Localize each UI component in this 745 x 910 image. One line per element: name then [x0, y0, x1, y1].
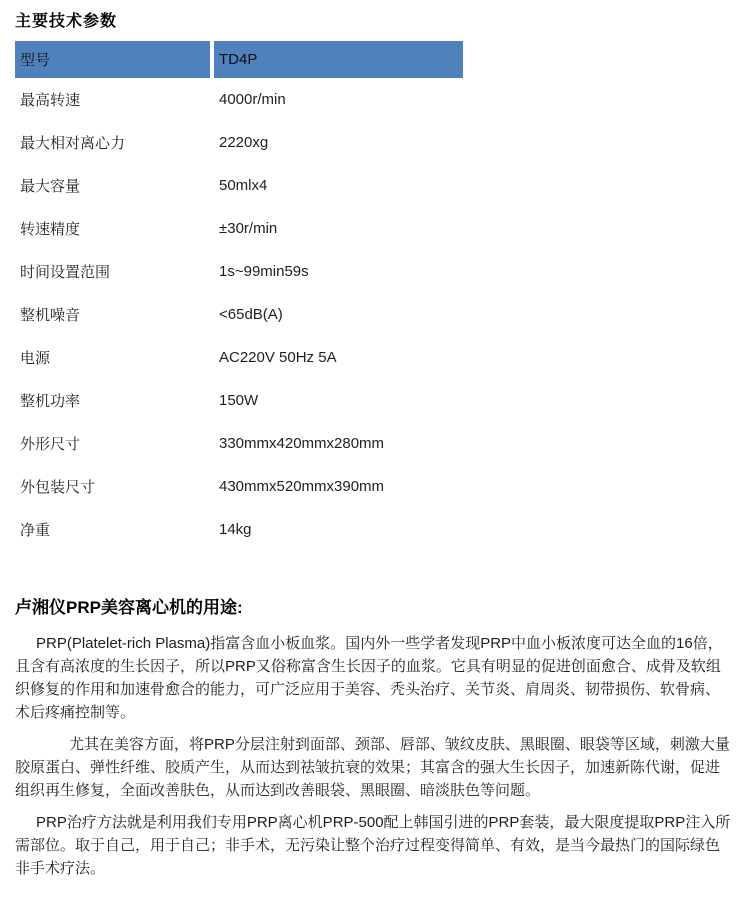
spec-label-cell: 转速精度	[20, 221, 81, 238]
specs-table	[15, 41, 463, 551]
spec-label-cell: 整机噪音	[20, 307, 81, 324]
spec-value-cell: <65dB(A)	[219, 306, 283, 323]
page-title: 主要技术参数	[15, 13, 118, 30]
table-row	[15, 336, 463, 379]
spec-label-cell: 整机功率	[20, 393, 81, 410]
spec-value-cell: 150W	[219, 392, 259, 409]
table-row	[15, 465, 463, 508]
specs-table-body	[15, 78, 463, 551]
table-row	[15, 78, 463, 121]
spec-value-cell: 50mlx4	[219, 177, 268, 194]
spec-label-cell: 最高转速	[20, 92, 81, 109]
spec-label-cell: 外形尺寸	[20, 436, 81, 453]
usage-section-heading: 卢湘仪PRP美容离心机的用途:	[15, 598, 243, 617]
spec-value-cell: 1s~99min59s	[219, 263, 309, 280]
table-row	[15, 164, 463, 207]
spec-value-cell: ±30r/min	[219, 220, 278, 237]
spec-value-cell: 330mmx420mmx280mm	[219, 435, 385, 452]
usage-paragraph-2: 尤其在美容方面，将PRP分层注射到面部、颈部、唇部、皱纹皮肤、黑眼圈、眼袋等区域，刺激大量胶原蛋白、弹性纤维、胶质产生，从而达到祛皱抗衰的效果；其富含的强大生长因子，加速新陈代谢，促进组织再生修复，全面改善肤色，从而达到改善眼袋、黑眼圈、暗淡肤色等问题。	[15, 736, 730, 799]
table-row	[15, 379, 463, 422]
header-model-label-cell: 型号	[15, 41, 210, 78]
usage-paragraph-3: PRP治疗方法就是利用我们专用PRP离心机PRP-500配上韩国引进的PRP套装，最大限度提取PRP注入所需部位。取于自己，用于自己；非手术，无污染让整个治疗过程变得简单、有效，是当今最热门的国际绿色非手术疗法。	[15, 814, 731, 877]
spec-label-cell: 最大相对离心力	[20, 135, 126, 152]
table-row	[15, 250, 463, 293]
spec-label-cell: 外包装尺寸	[20, 479, 96, 496]
specs-table-head	[15, 41, 463, 78]
table-row	[15, 508, 463, 551]
spec-value-cell: 2220xg	[219, 134, 269, 151]
table-row	[15, 293, 463, 336]
spec-label-cell: 电源	[20, 350, 51, 367]
spec-label-cell: 净重	[20, 522, 51, 539]
table-row	[15, 121, 463, 164]
table-row	[15, 422, 463, 465]
spec-value-cell: 4000r/min	[219, 91, 286, 108]
table-row	[15, 207, 463, 250]
spec-label-cell: 最大容量	[20, 178, 81, 195]
spec-label-cell: 时间设置范围	[20, 264, 111, 281]
table-header-row	[15, 41, 463, 78]
header-model-value-cell: TD4P	[210, 41, 463, 78]
spec-value-cell: 14kg	[219, 521, 252, 538]
spec-value-cell: AC220V 50Hz 5A	[219, 349, 337, 366]
spec-value-cell: 430mmx520mmx390mm	[219, 478, 385, 495]
usage-paragraph-1: PRP(Platelet-rich Plasma)指富含血小板血浆。国内外一些学者发现PRP中血小板浓度可达全血的16倍，且含有高浓度的生长因子，所以PRP又俗称富含生长因子的血浆。它具有明显的促进创面愈合、成骨及软组织修复的作用和加速骨愈合的能力，可广泛应用于美容、秃头治疗、关节炎、肩周炎、韧带损伤、软骨病、术后疼痛控制等。	[15, 635, 723, 721]
